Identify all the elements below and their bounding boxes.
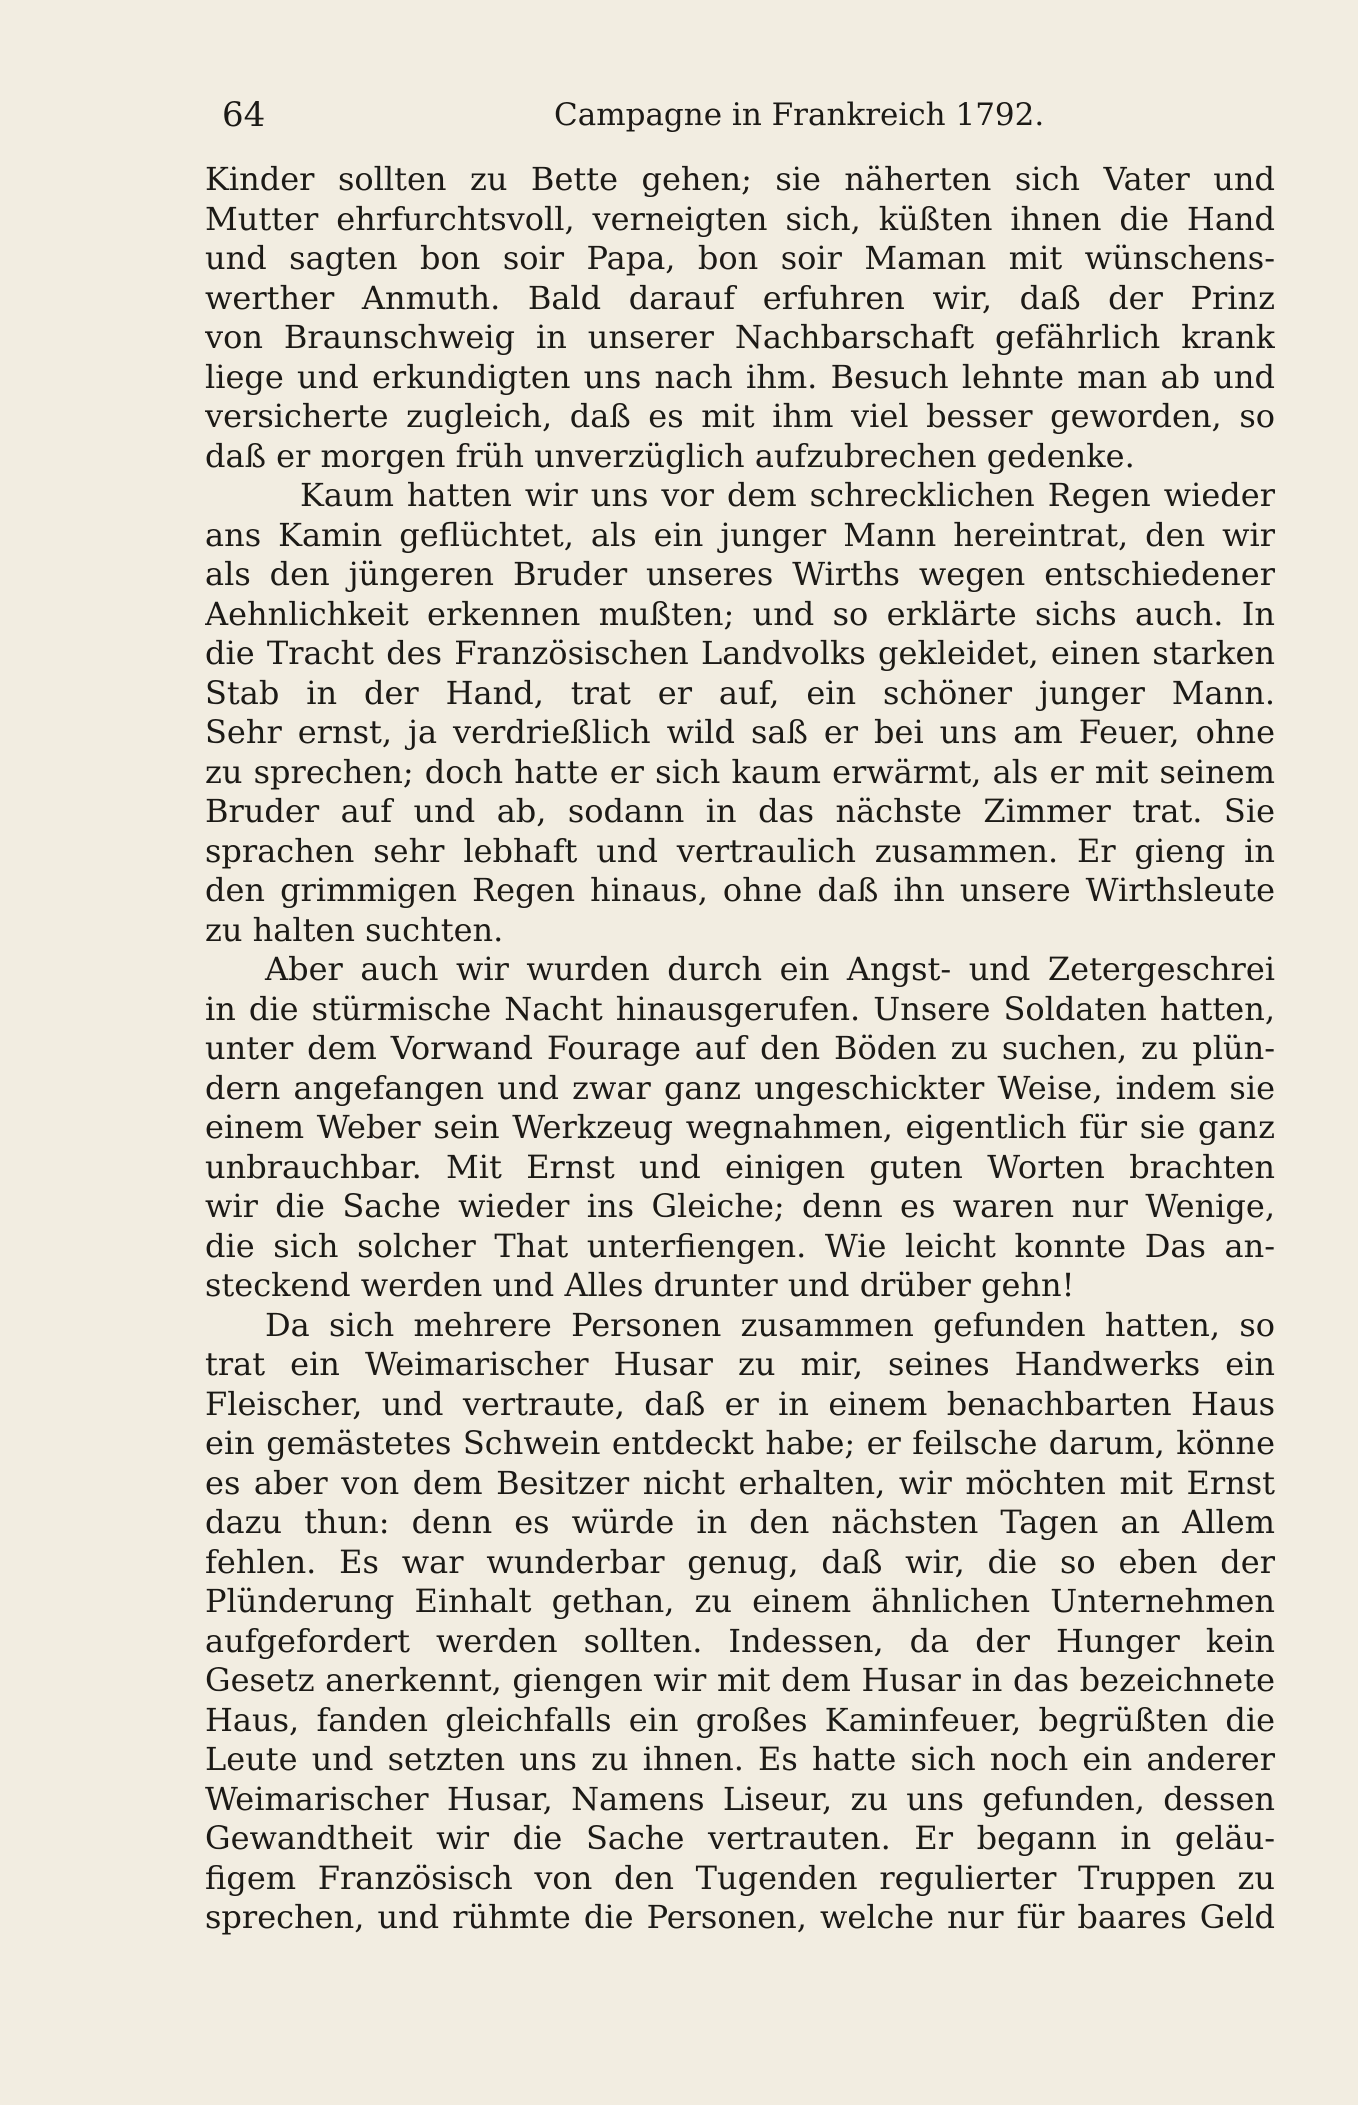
text-line: Aehnlichkeit erkennen mußten; und so erklärte sichs auch. In — [205, 594, 1275, 633]
text-line: daß er morgen früh unverzüglich aufzubrechen gedenke. — [205, 436, 1135, 475]
text-line: Mutter ehrfurchtsvoll, verneigten sich, küßten ihnen die Hand — [205, 199, 1275, 238]
text-line: dern angefangen und zwar ganz ungeschickter Weise, indem sie — [205, 1068, 1275, 1107]
text-line: aufgefordert werden sollten. Indessen, da der Hunger kein — [205, 1621, 1275, 1660]
text-line: ein gemästetes Schwein entdeckt habe; er feilsche darum, könne — [205, 1424, 1275, 1462]
text-line: als den jüngeren Bruder unseres Wirths wegen entschiedener — [205, 555, 1275, 593]
text-line: sprachen sehr lebhaft und vertraulich zusammen. Er gieng in — [205, 831, 1275, 870]
text-line: wir die Sache wieder ins Gleiche; denn es waren nur Wenige, — [205, 1187, 1275, 1225]
text-line: Weimarischer Husar, Namens Liseur, zu uns gefunden, dessen — [205, 1779, 1275, 1818]
text-line: zu halten suchten. — [205, 910, 504, 949]
text-line: sprechen, und rühmte die Personen, welche nur für baares Geld — [205, 1898, 1275, 1936]
text-line: die sich solcher That unterfiengen. Wie leicht konnte Das an- — [205, 1226, 1275, 1265]
text-line: von Braunschweig in unserer Nachbarschaft gefährlich krank — [205, 318, 1275, 356]
text-line: Gewandtheit wir die Sache vertrauten. Er begann in geläu- — [205, 1819, 1275, 1857]
text-line: ans Kamin geflüchtet, als ein junger Mann hereintrat, den wir — [205, 515, 1275, 554]
text-line: Bruder auf und ab, sodann in das nächste Zimmer trat. Sie — [205, 792, 1275, 830]
text-line: Gesetz anerkennt, giengen wir mit dem Husar in das bezeichnete — [205, 1661, 1275, 1699]
text-line: Plünderung Einhalt gethan, zu einem ähnlichen Unternehmen — [205, 1582, 1275, 1620]
body-text — [205, 160, 1275, 1938]
page-number: 64 — [222, 95, 266, 135]
text-line: trat ein Weimarischer Husar zu mir, seines Handwerks ein — [205, 1345, 1275, 1383]
text-line: fehlen. Es war wunderbar genug, daß wir, die so eben der — [205, 1542, 1275, 1581]
text-line: Haus, fanden gleichfalls ein großes Kaminfeuer, begrüßten die — [205, 1700, 1275, 1739]
text-line: Sehr ernst, ja verdrießlich wild saß er bei uns am Feuer, ohne — [205, 713, 1275, 751]
text-line: zu sprechen; doch hatte er sich kaum erwärmt, als er mit seinem — [205, 752, 1275, 791]
text-line: Leute und setzten uns zu ihnen. Es hatte sich noch ein anderer — [205, 1740, 1275, 1778]
text-line: es aber von dem Besitzer nicht erhalten, wir möchten mit Ernst — [205, 1463, 1275, 1502]
text-line: steckend werden und Alles drunter und drüber gehn! — [205, 1266, 1075, 1304]
running-title: Campagne in Frankreich 1792. — [554, 97, 1045, 133]
text-line: in die stürmische Nacht hinausgerufen. Unsere Soldaten hatten, — [205, 989, 1275, 1028]
text-line: werther Anmuth. Bald darauf erfuhren wir, daß der Prinz — [205, 278, 1275, 317]
text-line: Kaum hatten wir uns vor dem schrecklichen Regen wieder — [300, 476, 1275, 514]
text-line: versicherte zugleich, daß es mit ihm viel besser geworden, so — [205, 397, 1275, 435]
text-line: dazu thun: denn es würde in den nächsten Tagen an Allem — [205, 1503, 1275, 1541]
text-line: Da sich mehrere Personen zusammen gefunden hatten, so — [265, 1305, 1275, 1344]
text-line: unbrauchbar. Mit Ernst und einigen guten Worten brachten — [205, 1147, 1275, 1186]
text-line: Stab in der Hand, trat er auf, ein schöner junger Mann. — [205, 673, 1275, 712]
text-line: und sagten bon soir Papa, bon soir Maman mit wünschens- — [205, 239, 1275, 277]
text-line: unter dem Vorwand Fourage auf den Böden zu suchen, zu plün- — [205, 1029, 1275, 1067]
page-header — [222, 92, 1045, 138]
text-line: liege und erkundigten uns nach ihm. Besuch lehnte man ab und — [205, 357, 1275, 396]
text-line: einem Weber sein Werkzeug wegnahmen, eigentlich für sie ganz — [205, 1108, 1275, 1146]
text-line: Kinder sollten zu Bette gehen; sie näherten sich Vater und — [205, 160, 1275, 198]
text-line: die Tracht des Französischen Landvolks gekleidet, einen starken — [205, 634, 1275, 672]
text-line: den grimmigen Regen hinaus, ohne daß ihn unsere Wirthsleute — [205, 871, 1275, 909]
text-line: figem Französisch von den Tugenden regulierter Truppen zu — [205, 1858, 1275, 1897]
text-line: Aber auch wir wurden durch ein Angst- und Zetergeschrei — [265, 950, 1275, 988]
text-line: Fleischer, und vertraute, daß er in einem benachbarten Haus — [205, 1384, 1275, 1423]
